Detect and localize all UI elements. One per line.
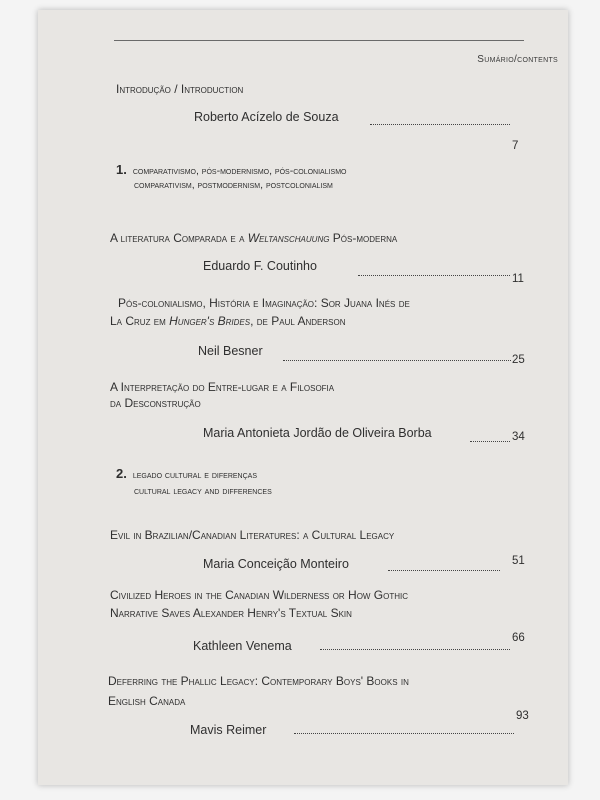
entry-page: 66 (512, 632, 525, 644)
entry-title-part: A literatura Comparada e a (110, 231, 248, 245)
entry-author: Kathleen Venema (193, 639, 292, 653)
book-page (38, 10, 568, 785)
entry-title-part: , de Paul Anderson (250, 314, 346, 328)
entry-title: English Canada (108, 694, 186, 708)
entry-title: Narrative Saves Alexander Henry's Textual Skin (110, 606, 352, 620)
entry-title-italic: Weltanschauung (247, 231, 330, 245)
entry-title: da Desconstrução (110, 396, 201, 410)
leader-dots (470, 427, 510, 442)
section-2-subheading: cultural legacy and differences (134, 485, 272, 497)
entry-page: 11 (512, 273, 524, 285)
leader-dots (320, 635, 510, 650)
section-number: 2. (116, 466, 127, 481)
entry-title (110, 314, 345, 329)
leader-dots (283, 346, 511, 361)
entry-page: 34 (512, 431, 525, 443)
entry-author: Maria Conceição Monteiro (203, 557, 349, 571)
entry-author: Neil Besner (198, 344, 263, 358)
section-1-subheading: comparativism, postmodernism, postcolonialism (134, 179, 333, 191)
header-rule (114, 40, 524, 41)
entry-title: A Interpretação do Entre-lugar e a Filosofia (110, 380, 335, 394)
leader-dots (388, 556, 500, 571)
intro-title: Introdução / Introduction (116, 82, 244, 96)
section-title-pt: legado cultural e diferenças (132, 469, 257, 481)
entry-title: Civilized Heroes in the Canadian Wilderness or How Gothic (110, 588, 409, 602)
section-number: 1. (116, 162, 127, 177)
entry-page: 93 (516, 710, 529, 722)
section-title-pt: comparativismo, pós-modernismo, pós-colonialismo (132, 165, 347, 177)
entry-title: Deferring the Phallic Legacy: Contemporary Boys' Books in (108, 674, 409, 688)
entry-title-italic: Hunger's Brides (169, 314, 251, 328)
entry-author: Eduardo F. Coutinho (203, 259, 317, 273)
section-1-heading (116, 162, 347, 179)
entry-author: Maria Antonieta Jordão de Oliveira Borba (203, 426, 432, 440)
running-title: Sumário/contents (477, 54, 558, 65)
entry-page: 25 (512, 354, 525, 366)
entry-title (110, 231, 397, 246)
entry-title-part: La Cruz em (110, 314, 170, 328)
leader-dots (370, 110, 510, 125)
leader-dots (294, 719, 514, 734)
entry-title: Pós-colonialismo, História e Imaginação: Sor Juana Inés de (118, 296, 410, 310)
intro-author: Roberto Acízelo de Souza (194, 110, 339, 124)
section-2-heading (116, 466, 257, 483)
entry-title-part: Pós-moderna (329, 231, 398, 245)
leader-dots (358, 261, 510, 276)
intro-page: 7 (512, 140, 519, 152)
entry-title: Evil in Brazilian/Canadian Literatures: a Cultural Legacy (110, 528, 395, 542)
entry-page: 51 (512, 555, 525, 567)
entry-author: Mavis Reimer (190, 723, 267, 737)
